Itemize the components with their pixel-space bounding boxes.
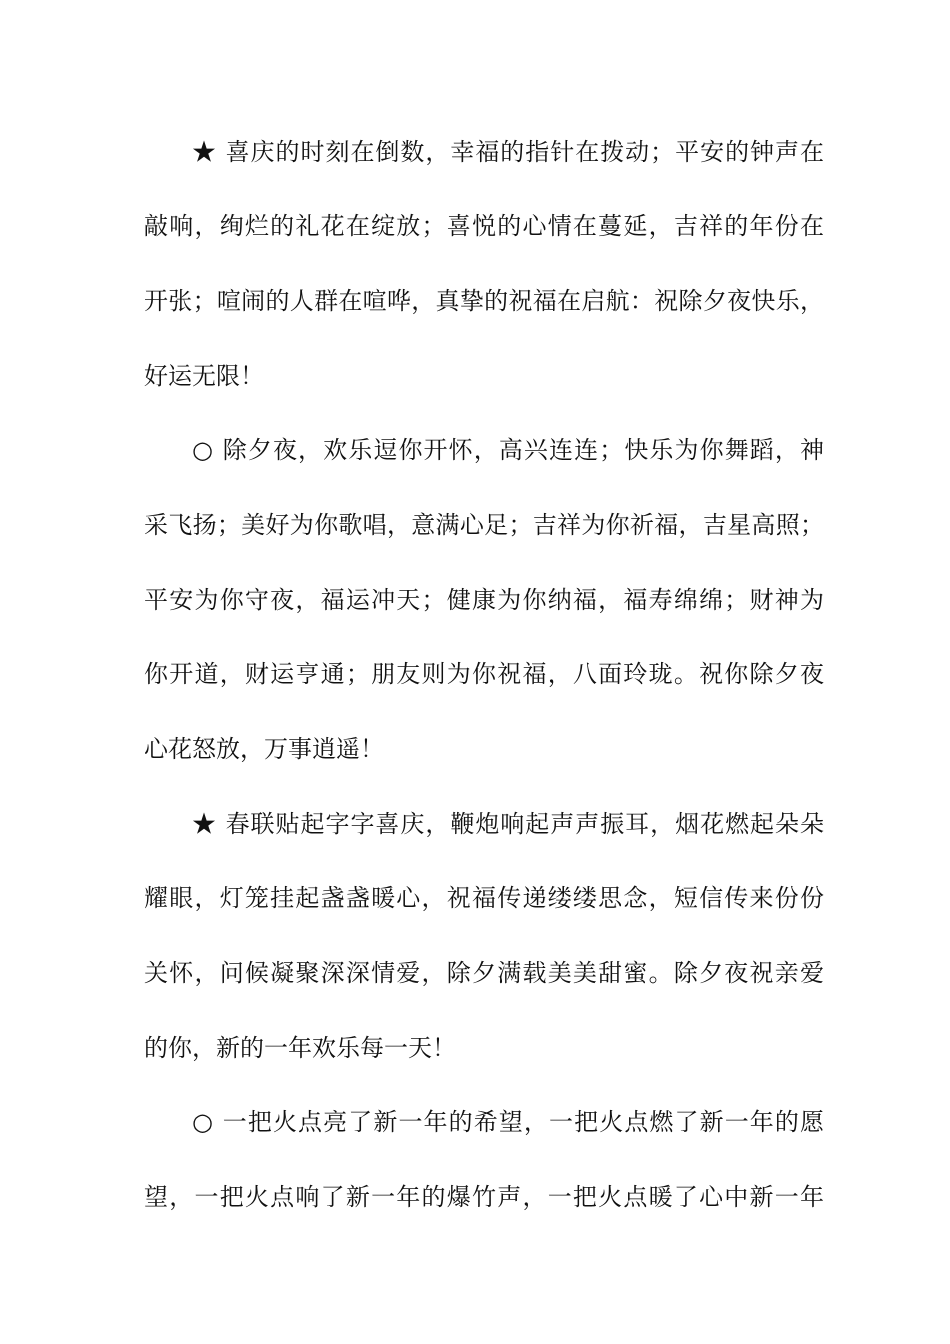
paragraph-4-line-1: ○ 一把火点亮了新一年的希望，一把火点燃了新一年的愿 [192,1108,824,1136]
paragraph-2-line-5: 心花怒放，万事逍遥！ [144,735,384,763]
paragraph-1-line-2: 敲响，绚烂的礼花在绽放；喜悦的心情在蔓延，吉祥的年份在 [144,212,824,240]
paragraph-1-line-4: 好运无限！ [144,362,264,390]
paragraph-2-line-2: 采飞扬；美好为你歌唱，意满心足；吉祥为你祈福，吉星高照； [144,511,824,539]
paragraph-3-line-4: 的你，新的一年欢乐每一天！ [144,1034,456,1062]
paragraph-1-line-1: ★ 喜庆的时刻在倒数，幸福的指针在拨动；平安的钟声在 [192,138,824,166]
paragraph-3-line-1: ★ 春联贴起字字喜庆，鞭炮响起声声振耳，烟花燃起朵朵 [192,810,824,838]
paragraph-4-line-2: 望，一把火点响了新一年的爆竹声，一把火点暖了心中新一年 [144,1183,824,1211]
paragraph-2-line-1: ○ 除夕夜，欢乐逗你开怀，高兴连连；快乐为你舞蹈，神 [192,436,824,464]
paragraph-2-line-4: 你开道，财运亨通；朋友则为你祝福，八面玲珑。祝你除夕夜 [144,660,824,688]
paragraph-3-line-3: 关怀，问候凝聚深深情爱，除夕满载美美甜蜜。除夕夜祝亲爱 [144,959,824,987]
paragraph-1-line-3: 开张；喧闹的人群在喧哗，真挚的祝福在启航：祝除夕夜快乐， [144,287,824,315]
paragraph-2-line-3: 平安为你守夜，福运冲天；健康为你纳福，福寿绵绵；财神为 [144,586,824,614]
paragraph-3-line-2: 耀眼，灯笼挂起盏盏暖心，祝福传递缕缕思念，短信传来份份 [144,884,824,912]
